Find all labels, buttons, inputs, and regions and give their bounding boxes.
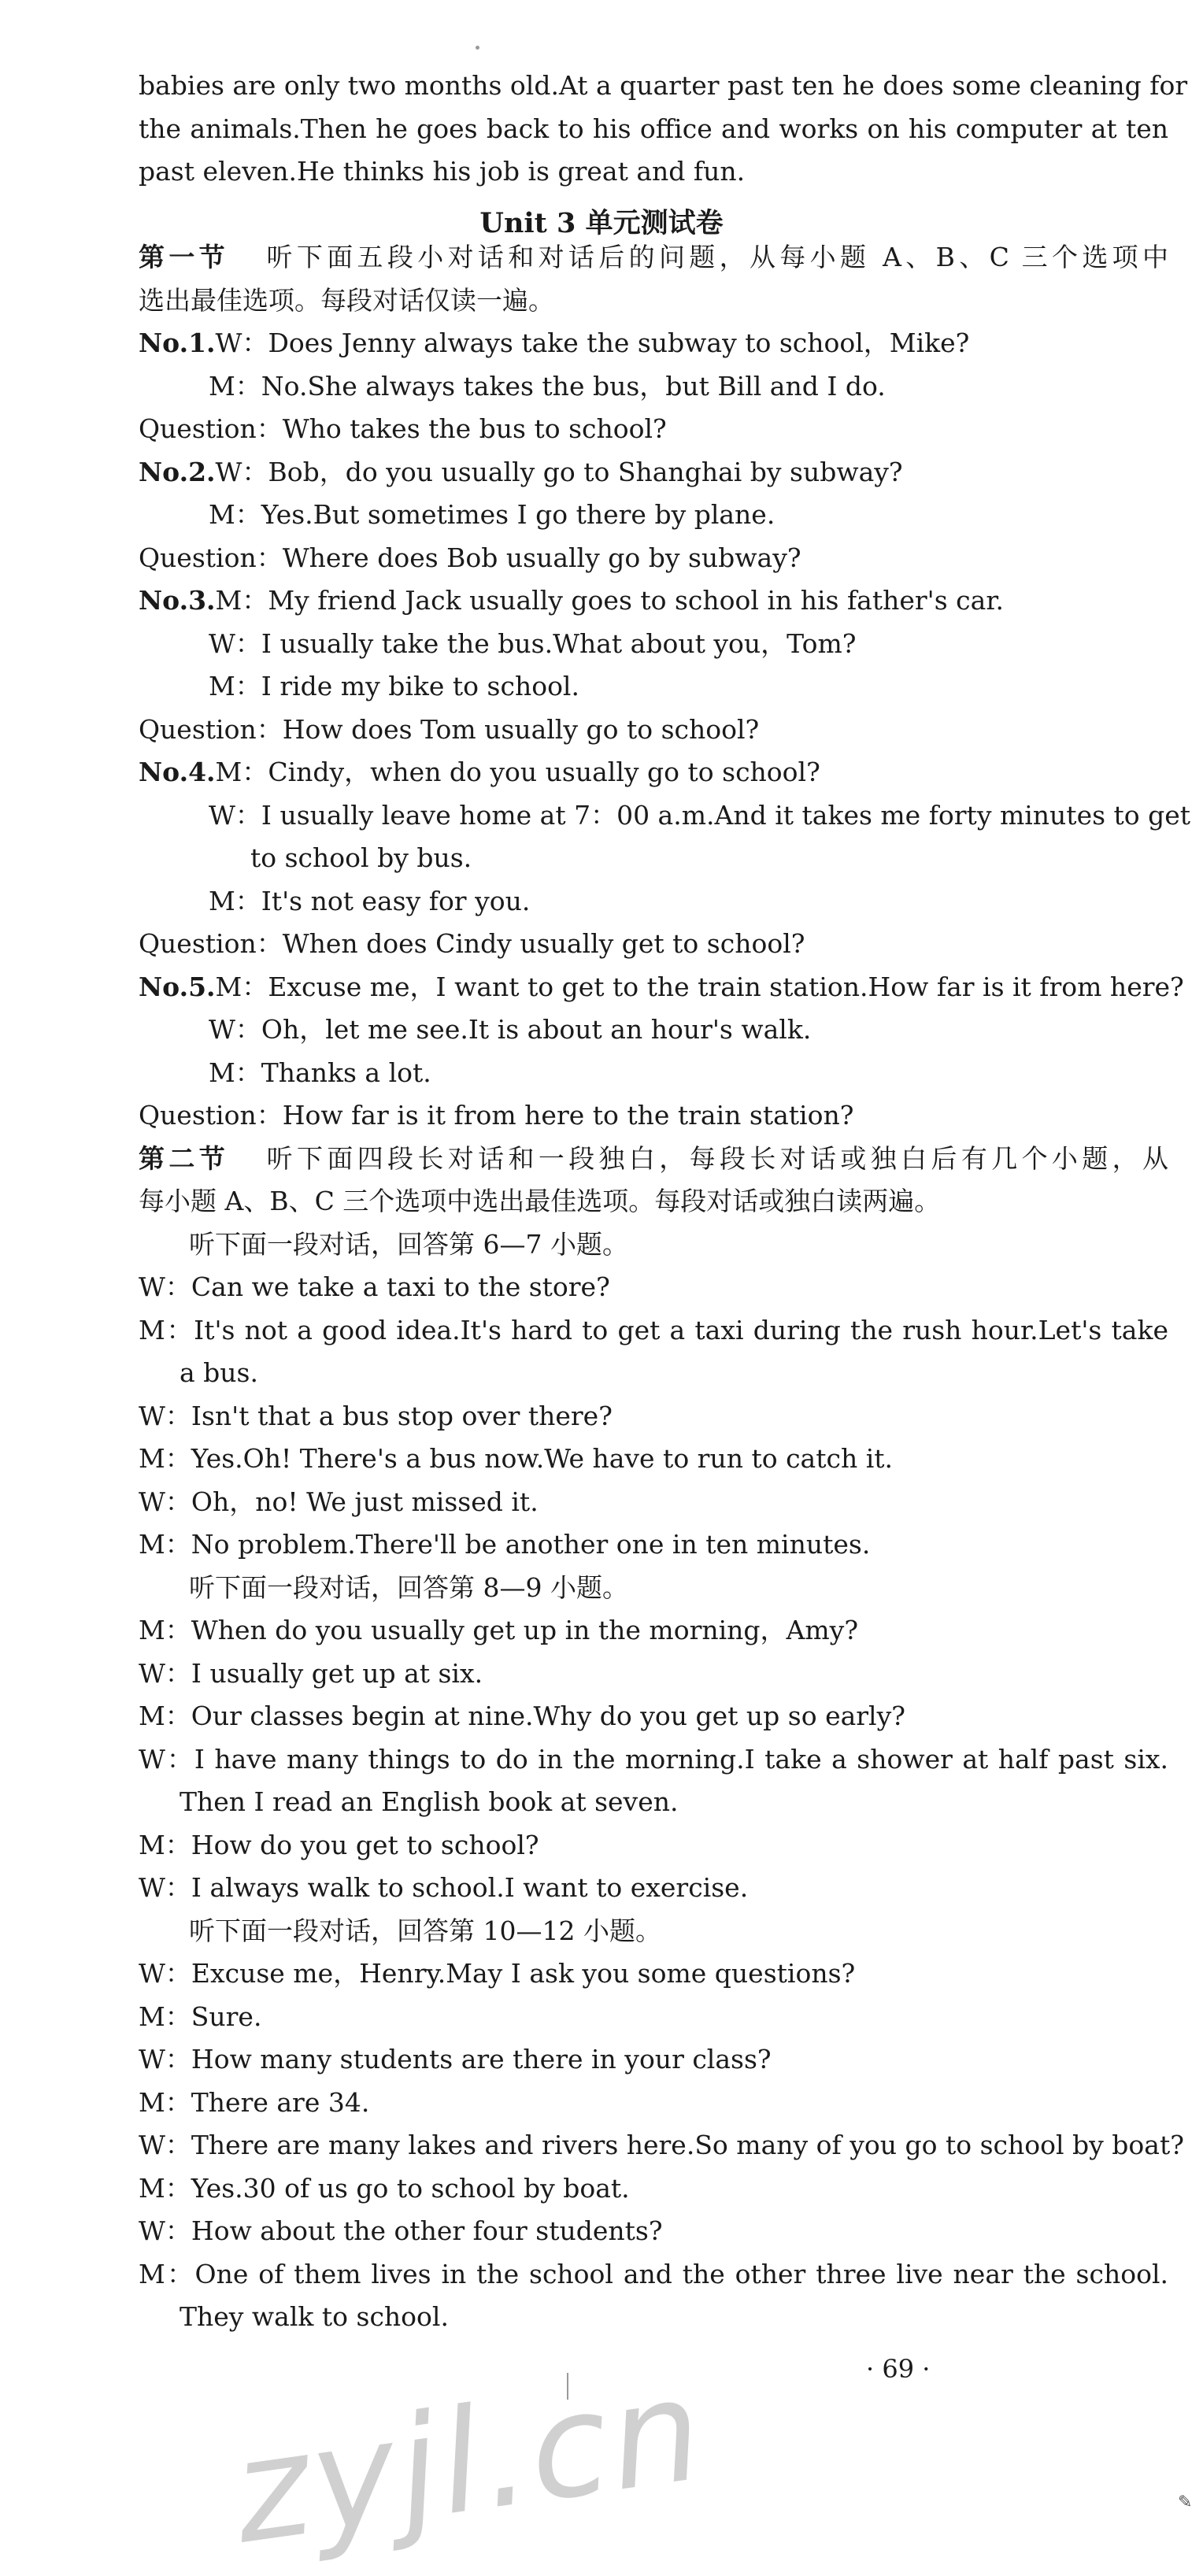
dialogue-line: W：I usually take the bus.What about you，Tom? — [209, 628, 857, 659]
dialogue-line: M：Yes.But sometimes I go there by plane. — [209, 499, 775, 530]
dialogue-line: M：Yes.30 of us go to school by boat. — [139, 2173, 630, 2204]
text-line: babies are only two months old.At a quarter past ten he does some cleaning for — [139, 70, 1188, 101]
dialogue-line: W：Can we take a taxi to the store? — [139, 1271, 610, 1302]
dialogue-line: W：How about the other four students? — [139, 2215, 663, 2246]
question-line: Question：How far is it from here to the train station? — [139, 1100, 854, 1131]
dialogue-line: W：There are many lakes and rivers here.So many of you go to school by boat? — [139, 2130, 1184, 2160]
question-line: Question：How does Tom usually go to school? — [139, 714, 760, 745]
question-line: Question：Where does Bob usually go by subway? — [139, 542, 801, 573]
dialogue-line — [139, 759, 1168, 785]
dialogue-line — [139, 585, 1168, 616]
item-label: No.3. — [139, 585, 216, 616]
dialogue-text: M：Excuse me，I want to get to the train station.How far is it from here? — [215, 972, 1184, 1002]
item-label: No.2. — [139, 457, 216, 487]
question-line: Question：When does Cindy usually get to school? — [139, 928, 805, 959]
item-label: No.4. — [139, 757, 216, 787]
dialogue-text: M：Cindy，when do you usually go to school? — [215, 757, 820, 787]
dialogue-line: W：How many students are there in your class? — [139, 2044, 772, 2074]
dialogue-line: M：Yes.Oh! There's a bus now.We have to run to catch it. — [139, 1443, 894, 1474]
dialogue-line: W：I have many things to do in the morning.I take a shower at half past six. — [139, 1744, 1168, 1775]
text-line: the animals.Then he goes back to his office and works on his computer at ten — [139, 113, 1168, 144]
section-text: 听下面五段小对话和对话后的问题，从每小题 A、B、C 三个选项中 — [266, 242, 1169, 272]
section-text: 听下面四段长对话和一段独白，每段长对话或独白后有几个小题，从 — [266, 1143, 1168, 1174]
dialogue-line: W：Isn't that a bus stop over there? — [139, 1401, 613, 1431]
dialogue-line: W：I usually get up at six. — [139, 1658, 483, 1689]
section-label: 第一节 — [139, 242, 230, 272]
text-line: 选出最佳选项。每段对话仅读一遍。 — [139, 285, 554, 316]
dialogue-line: M：How do you get to school? — [139, 1830, 539, 1860]
dialogue-text: M：My friend Jack usually goes to school in his father's car. — [215, 585, 1004, 616]
dialogue-line: Then I read an English book at seven. — [180, 1786, 679, 1817]
dialogue-line: to school by bus. — [250, 842, 472, 873]
dialogue-line: M：No problem.There'll be another one in ten minutes. — [139, 1529, 871, 1560]
dialogue-line: W：I always walk to school.I want to exercise. — [139, 1872, 749, 1903]
section-label: 第二节 — [139, 1143, 230, 1174]
watermark-logo: zyjl.cn — [224, 2347, 714, 2576]
dialogue-line: a bus. — [180, 1357, 258, 1388]
dialogue-line: M：When do you usually get up in the morning，Amy? — [139, 1615, 859, 1645]
dialogue-line: M：There are 34. — [139, 2087, 370, 2118]
dialogue-line: M：It's not a good idea.It's hard to get a taxi during the rush hour.Let's take — [139, 1315, 1168, 1345]
dialogue-line — [139, 972, 1184, 1002]
dialogue-heading: 听下面一段对话，回答第 8—9 小题。 — [189, 1572, 628, 1603]
question-line: Question：Who takes the bus to school? — [139, 413, 667, 444]
item-label: No.1. — [139, 328, 216, 358]
section-2-intro — [139, 1143, 1168, 1174]
page-number: · 69 · — [866, 2354, 931, 2384]
unit-title: Unit 3 单元测试卷 — [479, 207, 724, 239]
dialogue-line: M：Thanks a lot. — [209, 1057, 431, 1088]
dialogue-line: W：I usually leave home at 7：00 a.m.And it takes me forty minutes to get — [209, 800, 1191, 831]
dialogue-text: W：Does Jenny always take the subway to school，Mike? — [215, 328, 970, 358]
dialogue-line — [139, 330, 1168, 356]
item-label: No.5. — [139, 972, 216, 1002]
dialogue-line: W：Oh，let me see.It is about an hour's walk. — [209, 1014, 812, 1045]
text-line: past eleven.He thinks his job is great and fun. — [139, 156, 746, 187]
dialogue-line: M：No.She always takes the bus，but Bill and I do. — [209, 371, 886, 402]
dialogue-line: W：Oh，no! We just missed it. — [139, 1486, 539, 1517]
scan-dot — [476, 46, 479, 50]
dialogue-line — [139, 459, 1168, 485]
dialogue-text: W：Bob，do you usually go to Shanghai by subway? — [215, 457, 903, 487]
dialogue-line: W：Excuse me，Henry.May I ask you some questions? — [139, 1958, 856, 1989]
dialogue-line: M：It's not easy for you. — [209, 886, 531, 916]
dialogue-line: M：Our classes begin at nine.Why do you get up so early? — [139, 1701, 905, 1731]
dialogue-line: M：I ride my bike to school. — [209, 671, 579, 701]
dialogue-line: They walk to school. — [180, 2301, 449, 2332]
text-line: 每小题 A、B、C 三个选项中选出最佳选项。每段对话或独白读两遍。 — [139, 1186, 941, 1216]
corner-mark: ✎ — [1178, 2493, 1193, 2512]
dialogue-heading: 听下面一段对话，回答第 6—7 小题。 — [189, 1229, 628, 1260]
dialogue-heading: 听下面一段对话，回答第 10—12 小题。 — [189, 1915, 661, 1946]
section-1-intro — [139, 244, 1168, 270]
dialogue-line: M：Sure. — [139, 2001, 262, 2032]
dialogue-line: M：One of them lives in the school and the other three live near the school. — [139, 2259, 1168, 2289]
